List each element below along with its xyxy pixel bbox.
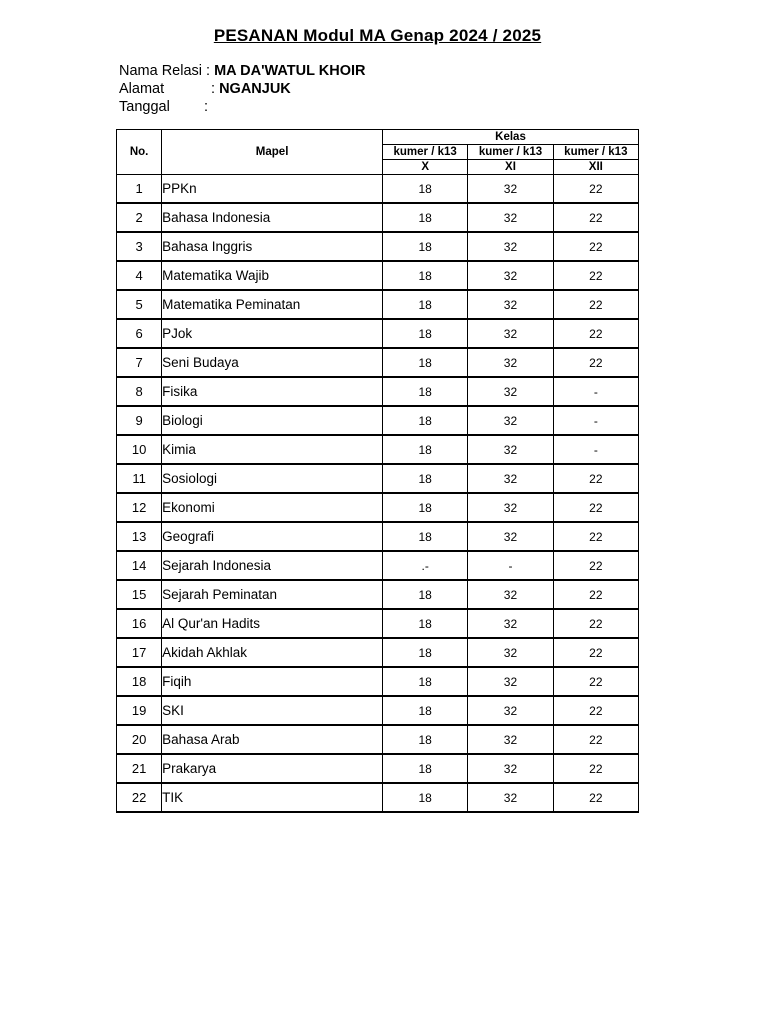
qty-kelas-x: 18: [383, 609, 468, 638]
qty-kelas-xi: 32: [468, 377, 553, 406]
row-number: 22: [117, 783, 162, 812]
qty-kelas-xii: 22: [553, 696, 638, 725]
row-number: 15: [117, 580, 162, 609]
table-row: [117, 261, 639, 290]
row-number: 18: [117, 667, 162, 696]
qty-kelas-xii: 22: [553, 203, 638, 232]
mapel-cell: Sejarah Peminatan: [162, 580, 383, 609]
qty-kelas-x: 18: [383, 493, 468, 522]
mapel-cell: Bahasa Arab: [162, 725, 383, 754]
qty-kelas-xi: 32: [468, 667, 553, 696]
table-row: [117, 348, 639, 377]
mapel-cell: Al Qur'an Hadits: [162, 609, 383, 638]
header-kurikulum-x: kumer / k13: [383, 145, 468, 160]
qty-kelas-xi: 32: [468, 319, 553, 348]
mapel-cell: TIK: [162, 783, 383, 812]
qty-kelas-x: 18: [383, 377, 468, 406]
header-kurikulum-xi: kumer / k13: [468, 145, 553, 160]
qty-kelas-xii: 22: [553, 319, 638, 348]
mapel-cell: Kimia: [162, 435, 383, 464]
qty-kelas-xii: 22: [553, 667, 638, 696]
qty-kelas-xi: 32: [468, 203, 553, 232]
qty-kelas-xii: 22: [553, 175, 638, 204]
row-number: 14: [117, 551, 162, 580]
table-row: [117, 232, 639, 261]
mapel-cell: Matematika Wajib: [162, 261, 383, 290]
mapel-cell: Bahasa Inggris: [162, 232, 383, 261]
mapel-cell: Akidah Akhlak: [162, 638, 383, 667]
document-title: PESANAN Modul MA Genap 2024 / 2025: [213, 26, 542, 45]
qty-kelas-x: 18: [383, 696, 468, 725]
qty-kelas-x: 18: [383, 725, 468, 754]
mapel-cell: Biologi: [162, 406, 383, 435]
qty-kelas-xi: 32: [468, 493, 553, 522]
qty-kelas-x: 18: [383, 638, 468, 667]
row-number: 6: [117, 319, 162, 348]
row-number: 21: [117, 754, 162, 783]
table-row: [117, 493, 639, 522]
table-row: [117, 580, 639, 609]
header-grade-x: X: [383, 160, 468, 175]
tanggal-label: Tanggal: [119, 99, 170, 115]
qty-kelas-xii: 22: [553, 609, 638, 638]
table-row: [117, 638, 639, 667]
mapel-cell: SKI: [162, 696, 383, 725]
qty-kelas-xii: 22: [553, 290, 638, 319]
qty-kelas-x: 18: [383, 754, 468, 783]
qty-kelas-xii: 22: [553, 348, 638, 377]
row-number: 12: [117, 493, 162, 522]
qty-kelas-x: 18: [383, 783, 468, 812]
qty-kelas-xi: 32: [468, 783, 553, 812]
row-number: 10: [117, 435, 162, 464]
qty-kelas-x: 18: [383, 175, 468, 204]
qty-kelas-x: 18: [383, 522, 468, 551]
mapel-cell: Ekonomi: [162, 493, 383, 522]
qty-kelas-xi: 32: [468, 638, 553, 667]
table-row: [117, 667, 639, 696]
mapel-cell: Fiqih: [162, 667, 383, 696]
table-row: [117, 290, 639, 319]
qty-kelas-x: 18: [383, 261, 468, 290]
order-table-body: [117, 175, 639, 813]
table-row: [117, 609, 639, 638]
qty-kelas-x: 18: [383, 435, 468, 464]
row-number: 17: [117, 638, 162, 667]
header-kelas: Kelas: [383, 130, 639, 145]
header-no: No.: [117, 130, 162, 175]
qty-kelas-xi: 32: [468, 580, 553, 609]
qty-kelas-x: 18: [383, 406, 468, 435]
qty-kelas-x: 18: [383, 464, 468, 493]
row-number: 20: [117, 725, 162, 754]
qty-kelas-xii: 22: [553, 261, 638, 290]
qty-kelas-xi: 32: [468, 754, 553, 783]
qty-kelas-xi: 32: [468, 232, 553, 261]
qty-kelas-xii: 22: [553, 580, 638, 609]
row-number: 7: [117, 348, 162, 377]
alamat-value: NGANJUK: [219, 81, 291, 97]
table-row: [117, 203, 639, 232]
row-number: 16: [117, 609, 162, 638]
table-row: [117, 319, 639, 348]
mapel-cell: Fisika: [162, 377, 383, 406]
table-row: [117, 464, 639, 493]
mapel-cell: Sosiologi: [162, 464, 383, 493]
table-row: [117, 522, 639, 551]
qty-kelas-xii: 22: [553, 783, 638, 812]
header-kurikulum-xii: kumer / k13: [553, 145, 638, 160]
qty-kelas-xii: 22: [553, 725, 638, 754]
qty-kelas-x: 18: [383, 348, 468, 377]
mapel-cell: Prakarya: [162, 754, 383, 783]
qty-kelas-xii: 22: [553, 522, 638, 551]
qty-kelas-x: 18: [383, 580, 468, 609]
mapel-cell: PPKn: [162, 175, 383, 204]
table-row: [117, 435, 639, 464]
order-table: [116, 129, 639, 813]
row-number: 9: [117, 406, 162, 435]
mapel-cell: PJok: [162, 319, 383, 348]
header-grade-xii: XII: [553, 160, 638, 175]
qty-kelas-xi: 32: [468, 348, 553, 377]
qty-kelas-x: 18: [383, 232, 468, 261]
header-mapel: Mapel: [162, 130, 383, 175]
info-nama-relasi: [119, 62, 365, 80]
qty-kelas-x: .-: [383, 551, 468, 580]
nama-relasi-label: Nama Relasi :: [119, 63, 211, 79]
header-grade-xi: XI: [468, 160, 553, 175]
row-number: 4: [117, 261, 162, 290]
row-number: 1: [117, 175, 162, 204]
mapel-cell: Bahasa Indonesia: [162, 203, 383, 232]
qty-kelas-xii: -: [553, 435, 638, 464]
info-alamat: [119, 80, 291, 98]
mapel-cell: Sejarah Indonesia: [162, 551, 383, 580]
row-number: 2: [117, 203, 162, 232]
table-row: [117, 406, 639, 435]
qty-kelas-xii: 22: [553, 464, 638, 493]
row-number: 19: [117, 696, 162, 725]
qty-kelas-x: 18: [383, 319, 468, 348]
table-row: [117, 377, 639, 406]
row-number: 13: [117, 522, 162, 551]
qty-kelas-xi: -: [468, 551, 553, 580]
qty-kelas-xii: -: [553, 377, 638, 406]
table-row: [117, 725, 639, 754]
qty-kelas-xi: 32: [468, 696, 553, 725]
qty-kelas-xii: 22: [553, 232, 638, 261]
qty-kelas-xii: 22: [553, 754, 638, 783]
qty-kelas-x: 18: [383, 203, 468, 232]
qty-kelas-xi: 32: [468, 175, 553, 204]
qty-kelas-xii: 22: [553, 493, 638, 522]
mapel-cell: Geografi: [162, 522, 383, 551]
row-number: 8: [117, 377, 162, 406]
qty-kelas-xii: 22: [553, 638, 638, 667]
qty-kelas-x: 18: [383, 667, 468, 696]
qty-kelas-x: 18: [383, 290, 468, 319]
mapel-cell: Seni Budaya: [162, 348, 383, 377]
qty-kelas-xi: 32: [468, 406, 553, 435]
nama-relasi-value: MA DA'WATUL KHOIR: [214, 63, 366, 79]
table-row: [117, 551, 639, 580]
table-row: [117, 696, 639, 725]
qty-kelas-xi: 32: [468, 464, 553, 493]
qty-kelas-xi: 32: [468, 522, 553, 551]
qty-kelas-xii: -: [553, 406, 638, 435]
qty-kelas-xii: 22: [553, 551, 638, 580]
alamat-separator: :: [211, 81, 216, 97]
table-row: [117, 175, 639, 204]
row-number: 5: [117, 290, 162, 319]
table-row: [117, 783, 639, 812]
qty-kelas-xi: 32: [468, 435, 553, 464]
row-number: 11: [117, 464, 162, 493]
qty-kelas-xi: 32: [468, 725, 553, 754]
qty-kelas-xi: 32: [468, 609, 553, 638]
qty-kelas-xi: 32: [468, 290, 553, 319]
table-row: [117, 754, 639, 783]
mapel-cell: Matematika Peminatan: [162, 290, 383, 319]
qty-kelas-xi: 32: [468, 261, 553, 290]
tanggal-separator: :: [204, 99, 209, 115]
alamat-label: Alamat: [119, 81, 165, 97]
info-tanggal: [119, 98, 208, 116]
row-number: 3: [117, 232, 162, 261]
